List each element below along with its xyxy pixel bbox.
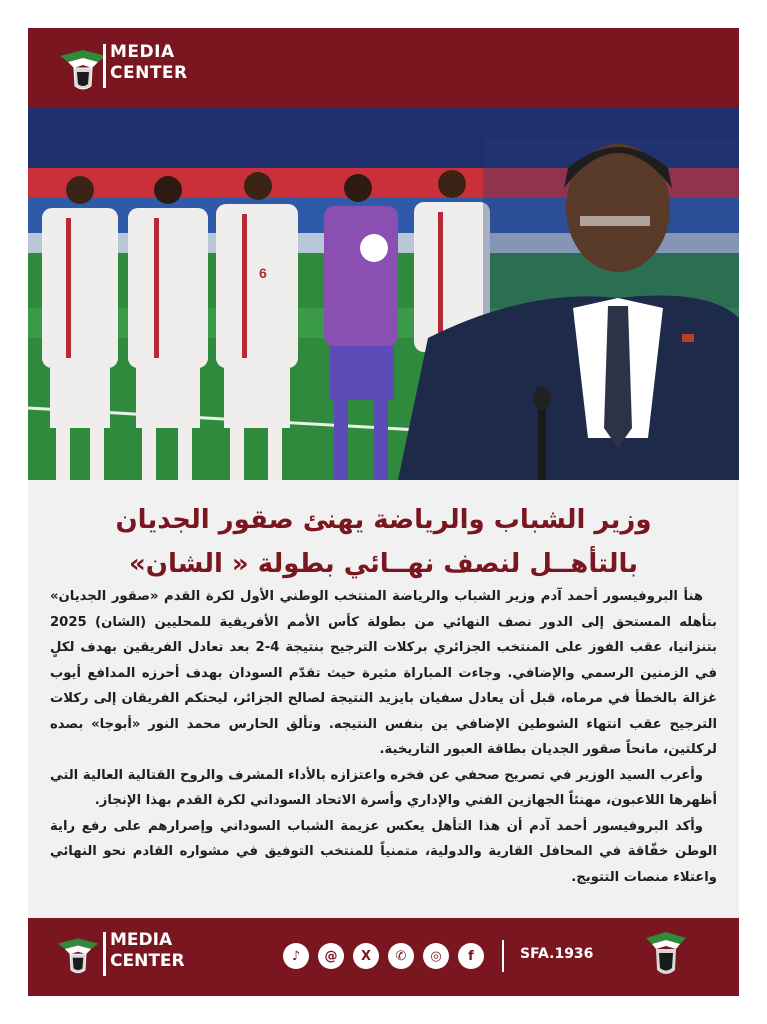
facebook-icon[interactable]: f [458,943,484,969]
footer-bar [28,918,739,996]
threads-icon[interactable]: @ [318,943,344,969]
headline [38,498,729,586]
team-lineup-and-minister-photo [28,108,739,480]
jersey-number: 6 [259,265,267,281]
x-icon[interactable]: X [353,943,379,969]
article-body [50,584,717,890]
article-paragraph: هنأ البروفيسور أحمد آدم وزير الشباب والرياضة المنتخب الوطني الأول لكرة القدم «صقور الجديان» بتأهله المستحق إلى الدور نصف النهائي من بطولة كأس الأمم الأفريقية للمحليين (الشان) 2025 بتنزانيا، عقب الفوز على المنتخب الجزائري بركلات الترجيح بنتيجة 4-2 بعد تعادل الفريقين بهدف لكلٍ في الزمنين الرسمي والإضافي. وجاءت المباراة مثيرة حيث تقدّم السودان بهدف أحرزه المدافع أيوب غزالة بالخطأ في مرماه، قبل أن يعادل سفيان بايزيد النتيجة لصالح الجزائر، ليحتكم الفريقان إلى ركلات الترجيح عقب انتهاء الشوطين الإضافي ين بنفس النتيجه. وتألق الحارس محمد النور «أبوجا» بصده لركلتين، مانحاً صقور الجديان بطاقة العبور التاريخية. [50,589,717,757]
brand-text [110,42,188,84]
social-icons [283,943,484,969]
footer-divider [502,940,504,972]
sfa-eagle-logo-icon [56,934,100,978]
footer-brand-text [110,930,185,972]
article-paragraph: وأكد البروفيسور أحمد آدم أن هذا التأهل يعكس عزيمة الشباب السوداني وإصرارهم على رفع راية الوطن خفّاقة في المحافل القارية والدولية، متمنياً للمنتخب التوفيق في مشواره القادم نحو النهائي واعتلاء منصات التتويج. [50,818,717,885]
footer-brand-line-2: CENTER [110,951,185,971]
header-bar [28,28,739,108]
sfa-eagle-logo-icon [58,46,108,94]
brand-line-2: CENTER [110,63,188,83]
poster-frame [28,28,739,996]
brand-line-1: MEDIA [110,42,175,62]
sfa-crest-icon [646,930,686,980]
headline-line-2: بالتأهــل لنصف نهــائي بطولة « الشان» [128,549,639,579]
phone-icon[interactable]: ✆ [388,943,414,969]
brand-divider [103,44,106,88]
photo-illustration [28,108,739,480]
footer-brand-line-1: MEDIA [110,930,173,950]
tiktok-icon[interactable]: ♪ [283,943,309,969]
instagram-icon[interactable]: ◎ [423,943,449,969]
headline-line-1: وزير الشباب والرياضة يهنئ صقور الجديان [115,505,652,535]
brand-divider [103,932,106,976]
sfa-handle: SFA.1936 [520,946,594,962]
article-paragraph: وأعرب السيد الوزير في تصريح صحفي عن فخره واعتزازه بالأداء المشرف والروح القتالية العالية التي أظهرها اللاعبون، مهنئاً الجهازين الفني والإداري وأسرة الاتحاد السوداني لكرة القدم بهذا الإنجاز. [50,767,717,808]
